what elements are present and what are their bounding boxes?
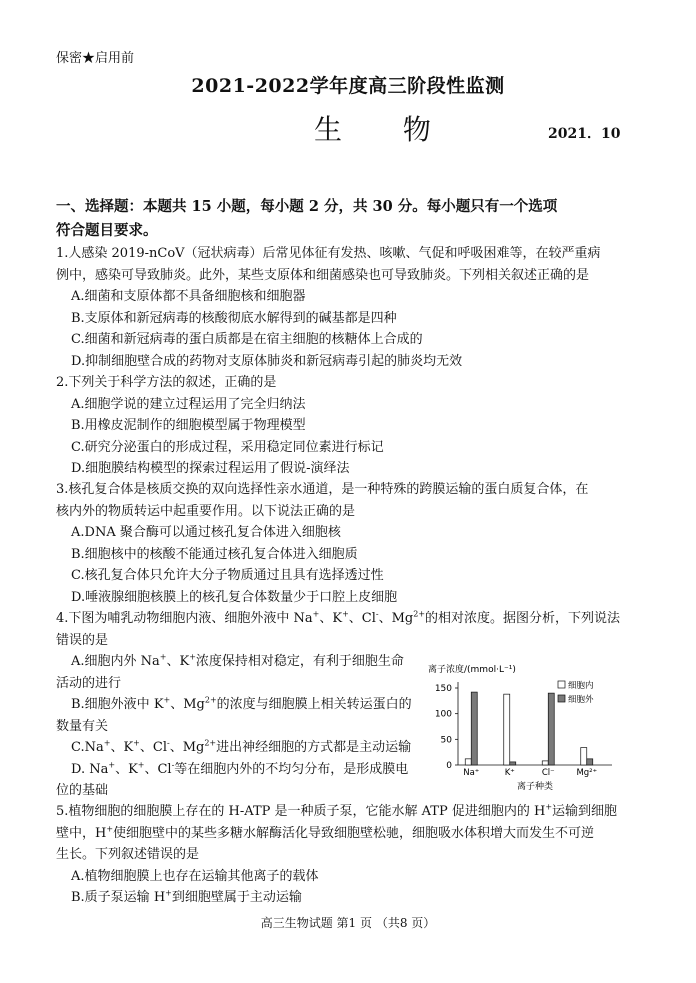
x-labels — [463, 768, 597, 778]
question-5 — [56, 801, 636, 909]
y-tick-label: 100 — [434, 709, 452, 720]
q4-text: 的浓度与细胞膜上相关转运蛋白的 — [216, 697, 412, 712]
bar-intracellular — [504, 694, 510, 765]
q1-stem-line-2: 例中，感染可导致肺炎。此外，某些支原体和细菌感染也可导致肺炎。下列相关叙述正确的是 — [56, 267, 590, 283]
q4-text: 、Mg — [378, 611, 414, 626]
q4-text: 、Cl — [348, 611, 376, 626]
x-tick-label: Na⁺ — [463, 768, 480, 778]
q4-stem-line-2: 错误的是 — [56, 632, 109, 648]
q3-option-a: A.DNA 聚合酶可以通过核孔复合体进入细胞核 — [71, 525, 341, 540]
section-heading-line-2: 符合题目要求。 — [56, 222, 158, 239]
q4-text: 、Mg — [170, 697, 205, 712]
q5-text: 5.植物细胞的细胞膜上存在的 H-ATP 是一种质子泵，它能水解 ATP 促进细胞内的 H — [56, 804, 546, 819]
q4-option-a-line-2: 活动的进行 — [56, 675, 122, 691]
q4-text: B.细胞外液中 K — [71, 697, 164, 712]
q4-option-b-line-2: 数量有关 — [56, 718, 109, 734]
superscript: + — [106, 824, 114, 834]
y-ticks — [435, 684, 458, 771]
bar-extracellular — [471, 692, 477, 765]
superscript: + — [103, 738, 111, 748]
y-tick-label: 50 — [440, 735, 452, 746]
q1-stem-line-1: 1.人感染 2019-nCoV（冠状病毒）后常见体征有发热、咳嗽、气促和呼吸困难等，在较严重病 — [56, 246, 601, 261]
q1-option-a: A.细菌和支原体都不具备细胞核和细胞器 — [71, 289, 306, 304]
q4-text: 、K — [319, 611, 343, 626]
ion-concentration-chart — [420, 662, 645, 797]
q5-stem-line-1 — [56, 801, 636, 823]
x-tick-label: K⁺ — [504, 768, 515, 778]
q4-option-d-line-2: 位的基础 — [56, 783, 109, 798]
section-heading-line-1: 一、选择题：本题共 15 小题，每小题 2 分，共 30 分。每小题只有一个选项 — [56, 198, 558, 215]
q5-text: 运输到细胞 — [552, 804, 618, 819]
q5-stem-line-3: 生长。下列叙述错误的是 — [56, 847, 200, 862]
superscript: + — [163, 695, 171, 705]
q4-text: 、K — [166, 654, 190, 669]
legend-swatch — [558, 681, 565, 688]
bar-extracellular — [587, 759, 593, 765]
q5-text: 壁中，H — [56, 825, 107, 841]
q3-stem-line-2: 核内外的物质转运中起重要作用。以下说法正确的是 — [56, 503, 356, 519]
section-heading — [56, 195, 642, 243]
q1-option-c: C.细菌和新冠病毒的蛋白质都是在宿主细胞的核糖体上合成的 — [71, 332, 423, 347]
x-axis-title: 离子种类 — [516, 782, 554, 792]
superscript: + — [159, 652, 167, 662]
bar-intracellular — [581, 748, 587, 765]
q5-text: B.质子泵运输 H — [71, 890, 166, 905]
q5-stem-line-2 — [56, 823, 636, 845]
q4-text: 进出神经细胞的方式都是主动运输 — [216, 740, 412, 755]
superscript: - — [375, 609, 379, 619]
q4-text: C.Na — [71, 740, 104, 755]
chart-legend — [558, 680, 594, 705]
x-tick-label: Cl⁻ — [541, 768, 555, 778]
q5-text: 到细胞壁属于主动运输 — [171, 890, 302, 905]
q1-option-d: D.抑制细胞壁合成的药物对支原体肺炎和新冠病毒引起的肺炎均无效 — [71, 353, 463, 369]
q4-text: 、Mg — [169, 740, 205, 755]
q4-text: 、K — [115, 761, 138, 777]
superscript: - — [166, 738, 170, 748]
q4-text: A.细胞内外 Na — [71, 654, 160, 669]
bar-extracellular — [510, 762, 516, 765]
superscript: + — [137, 760, 145, 770]
q3-stem-line-1: 3.核孔复合体是核质交换的双向选择性亲水通道，是一种特殊的跨膜运输的蛋白质复合体，在 — [56, 482, 589, 497]
question-3 — [56, 479, 636, 608]
q4-text: 、Cl — [139, 740, 167, 755]
q2-option-a: A.细胞学说的建立过程运用了完全归纳法 — [71, 396, 306, 412]
q5-option-a: A.植物细胞膜上也存在运输其他离子的载体 — [71, 868, 319, 884]
question-2 — [56, 372, 636, 480]
exam-title: 2021-2022学年度高三阶段性监测 — [191, 75, 505, 97]
q2-option-c: C.研究分泌蛋白的形成过程，采用稳定同位素进行标记 — [71, 439, 384, 455]
y-tick-label: 150 — [434, 684, 452, 694]
q4-text: 等在细胞内外的不均匀分布，是形成膜电 — [174, 761, 409, 777]
page-footer: 高三生物试题 第1 页 （共8 页） — [260, 916, 436, 930]
q4-text: D. Na — [71, 761, 109, 777]
q2-stem: 2.下列关于科学方法的叙述，正确的是 — [56, 375, 277, 390]
q3-option-b: B.细胞核中的核酸不能通过核孔复合体进入细胞质 — [71, 546, 358, 562]
q2-option-d: D.细胞膜结构模型的探索过程运用了假说-演绎法 — [71, 461, 350, 476]
q4-text: 、Cl — [144, 761, 172, 777]
legend-label: 细胞外 — [568, 695, 594, 705]
legend-label: 细胞内 — [568, 681, 594, 691]
superscript: + — [108, 760, 116, 770]
q1-option-b: B.支原体和新冠病毒的核酸彻底水解得到的碱基都是四种 — [71, 310, 397, 326]
superscript: + — [189, 652, 196, 662]
superscript: + — [133, 738, 140, 748]
superscript: 2+ — [413, 609, 426, 619]
y-tick-label: 0 — [446, 761, 452, 771]
chart-title: 离子浓度/(mmol·L⁻¹) — [428, 665, 516, 675]
x-tick-label: Mg²⁺ — [576, 768, 598, 778]
legend-swatch — [558, 695, 565, 702]
superscript: + — [342, 609, 349, 619]
q2-option-b: B.用橡皮泥制作的细胞模型属于物理模型 — [71, 418, 306, 433]
superscript: + — [312, 609, 320, 619]
q4-text: 4.下图为哺乳动物细胞内液、细胞外液中 Na — [56, 611, 313, 626]
superscript: - — [171, 760, 175, 770]
confidential-mark: 保密★启用前 — [56, 51, 135, 66]
q4-text: 、K — [110, 740, 134, 755]
exam-date: 2021．10 — [548, 126, 621, 142]
subject-title: 生 物 — [314, 113, 457, 146]
superscript: + — [545, 802, 553, 812]
bar-intracellular — [465, 759, 471, 765]
question-1 — [56, 243, 636, 372]
bar-intracellular — [542, 761, 548, 765]
q5-option-b — [56, 887, 636, 909]
q4-text: 浓度保持相对稳定，有利于细胞生命 — [195, 654, 404, 669]
q3-option-c: C.核孔复合体只允许大分子物质通过且具有选择透过性 — [71, 568, 384, 583]
bar-extracellular — [548, 693, 554, 765]
q5-text: 使细胞壁中的某些多糖水解酶活化导致细胞壁松驰，细胞吸水体积增大而发生不可逆 — [113, 825, 595, 841]
superscript: + — [165, 888, 172, 898]
q4-text: 的相对浓度。据图分析，下列说法 — [425, 611, 621, 626]
superscript: 2+ — [204, 695, 217, 705]
superscript: 2+ — [204, 738, 217, 748]
q4-stem-line-1 — [56, 608, 636, 630]
q3-option-d: D.唾液腺细胞核膜上的核孔复合体数量少于口腔上皮细胞 — [71, 589, 398, 605]
